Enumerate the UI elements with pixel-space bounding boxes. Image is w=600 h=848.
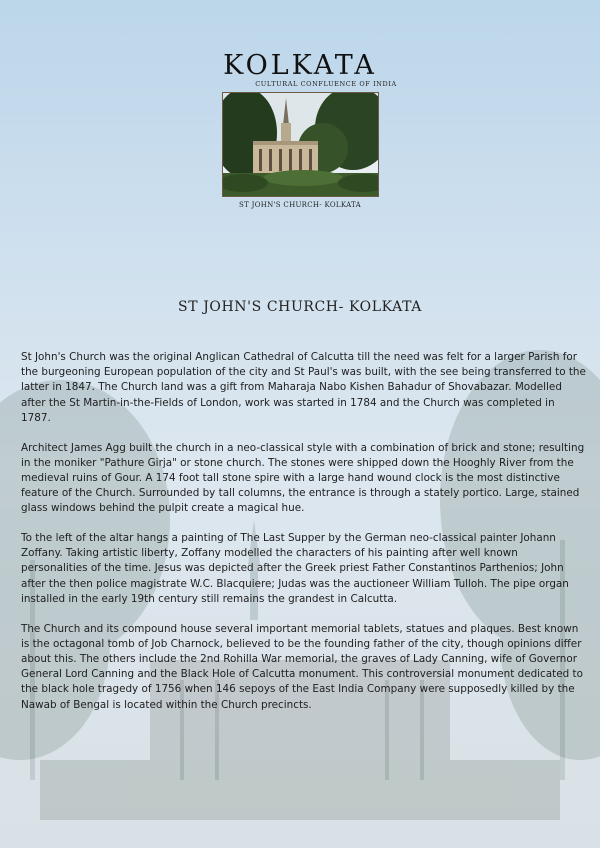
church-photo-image <box>223 93 378 196</box>
photo-caption: ST JOHN'S CHURCH- KOLKATA <box>239 201 361 209</box>
paragraph-4: The Church and its compound house several important memorial tablets, statues and plaques. Best known is the octagonal tomb of Job Charnock, believed to be the founding father of the city, though opinions differ about this. The others include the 2nd Rohilla War memorial, the graves of Lady Canning, wife of Governor General Lord Canning and the Black Hole of Calcutta monument. This controversial monument dedicated to the black hole tragedy of 1756 when 146 sepoys of the East India Company were supposedly killed by the Nawab of Bengal is located within the Church precincts. <box>21 622 583 711</box>
page-title: ST JOHN'S CHURCH- KOLKATA <box>178 299 422 315</box>
article-body <box>21 350 587 727</box>
paragraph-3: To the left of the altar hangs a painting of The Last Supper by the German neo-classical painter Johann Zoffany. Taking artistic liberty, Zoffany modelled the characters of his painting after well known personalities of the time. Jesus was depicted after the Greek priest Father Constantinos Parthenios; John after the then police magistrate W.C. Blacquiere; Judas was the auctioneer William Tulloh. The pipe organ installed in the early 19th century still remains the grandest in Calcutta. <box>21 532 569 605</box>
church-photo <box>222 92 379 197</box>
logo <box>0 52 600 88</box>
logo-title: KOLKATA <box>223 50 377 81</box>
paragraph-1: St John's Church was the original Anglican Cathedral of Calcutta till the need was felt for a larger Parish for the burgeoning European population of the city and St Paul's was built, with the see being transferred to the latter in 1847. The Church land was a gift from Maharaja Nabo Kishen Bahadur of Shovabazar. Modelled after the St Martin-in-the-Fields of London, work was started in 1784 and the Church was completed in 1787. <box>21 351 586 424</box>
paragraph-2: Architect James Agg built the church in a neo-classical style with a combination of brick and stone; resulting in the moniker "Pathure Girja" or stone church. The stones were shipped down the Hooghly River from the medieval ruins of Gour. A 174 foot tall stone spire with a large hand wound clock is the most distinctive feature of the Church. Surrounded by tall columns, the entrance is through a stately portico. Large, stained glass windows behind the pulpit create a magical hue. <box>21 441 585 515</box>
logo-subtitle: CULTURAL CONFLUENCE OF INDIA <box>255 80 397 88</box>
